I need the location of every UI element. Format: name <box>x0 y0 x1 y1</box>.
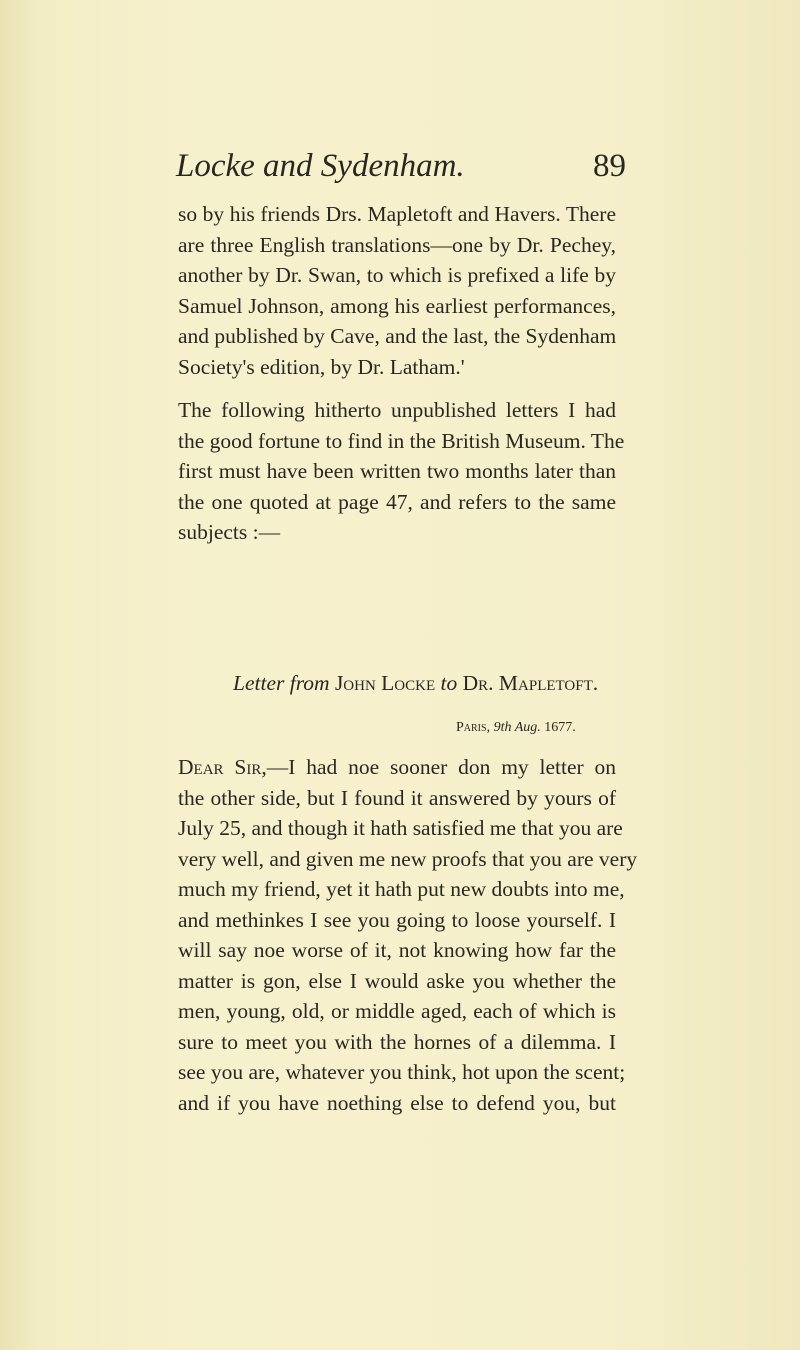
page-number: 89 <box>593 148 626 184</box>
heading-to: to <box>440 671 458 695</box>
letter-salutation: Dear Sir, <box>178 755 267 779</box>
text-line: men, young, old, or middle aged, each of which is <box>178 999 616 1023</box>
text-line: subjects :— <box>178 520 281 544</box>
paragraph-2 <box>178 395 625 548</box>
running-title: Locke and Sydenham. <box>176 148 465 184</box>
text-line: the one quoted at page 47, and refers to the same <box>178 489 616 514</box>
dateline-year: 1677. <box>544 720 576 735</box>
running-head <box>176 148 626 196</box>
text-line <box>178 752 616 783</box>
text-line: Samuel Johnson, among his earliest performances, <box>178 293 616 318</box>
paragraph-1 <box>178 199 616 382</box>
text-line: the good fortune to find in the British Museum. The <box>178 428 625 453</box>
text-line: matter is gon, else I would aske you whether the <box>178 968 616 993</box>
text-line: are three English translations—one by Dr. Pechey, <box>178 232 616 257</box>
dateline-place: Paris, <box>456 720 491 735</box>
text-line: see you are, whatever you think, hot upon the scent; <box>178 1060 626 1084</box>
letter-dateline <box>456 720 576 736</box>
heading-author: John Locke <box>334 671 436 695</box>
text-line: will say noe worse of it, not knowing how far the <box>178 938 616 962</box>
text-line: first must have been written two months later than <box>178 459 616 483</box>
text-line: another by Dr. Swan, to which is prefixed a life by <box>178 263 616 287</box>
letter-heading <box>233 671 598 696</box>
dateline-date: 9th Aug. <box>493 720 541 735</box>
heading-prefix: Letter from <box>233 671 330 695</box>
text-line: much my friend, yet it hath put new doubts into me, <box>178 877 625 901</box>
first-line-text: —I had noe sooner don my letter on <box>266 755 617 779</box>
text-line: Society's edition, by Dr. Latham.' <box>178 354 465 379</box>
letter-body <box>178 752 638 1118</box>
text-line: and methinkes I see you going to loose yourself. I <box>178 907 616 932</box>
text-line: very well, and given me new proofs that you are very <box>178 846 638 871</box>
text-line: so by his friends Drs. Mapletoft and Havers. There <box>178 202 616 226</box>
heading-recipient: Dr. Mapletoft. <box>462 671 599 695</box>
text-line: and published by Cave, and the last, the Sydenham <box>178 324 617 348</box>
text-line: sure to meet you with the hornes of a dilemma. I <box>178 1029 616 1054</box>
text-line: The following hitherto unpublished letters I had <box>178 398 616 422</box>
text-line: July 25, and though it hath satisfied me that you are <box>178 816 623 840</box>
text-line: and if you have noething else to defend you, but <box>178 1090 616 1115</box>
text-line: the other side, but I found it answered by yours of <box>178 785 616 810</box>
